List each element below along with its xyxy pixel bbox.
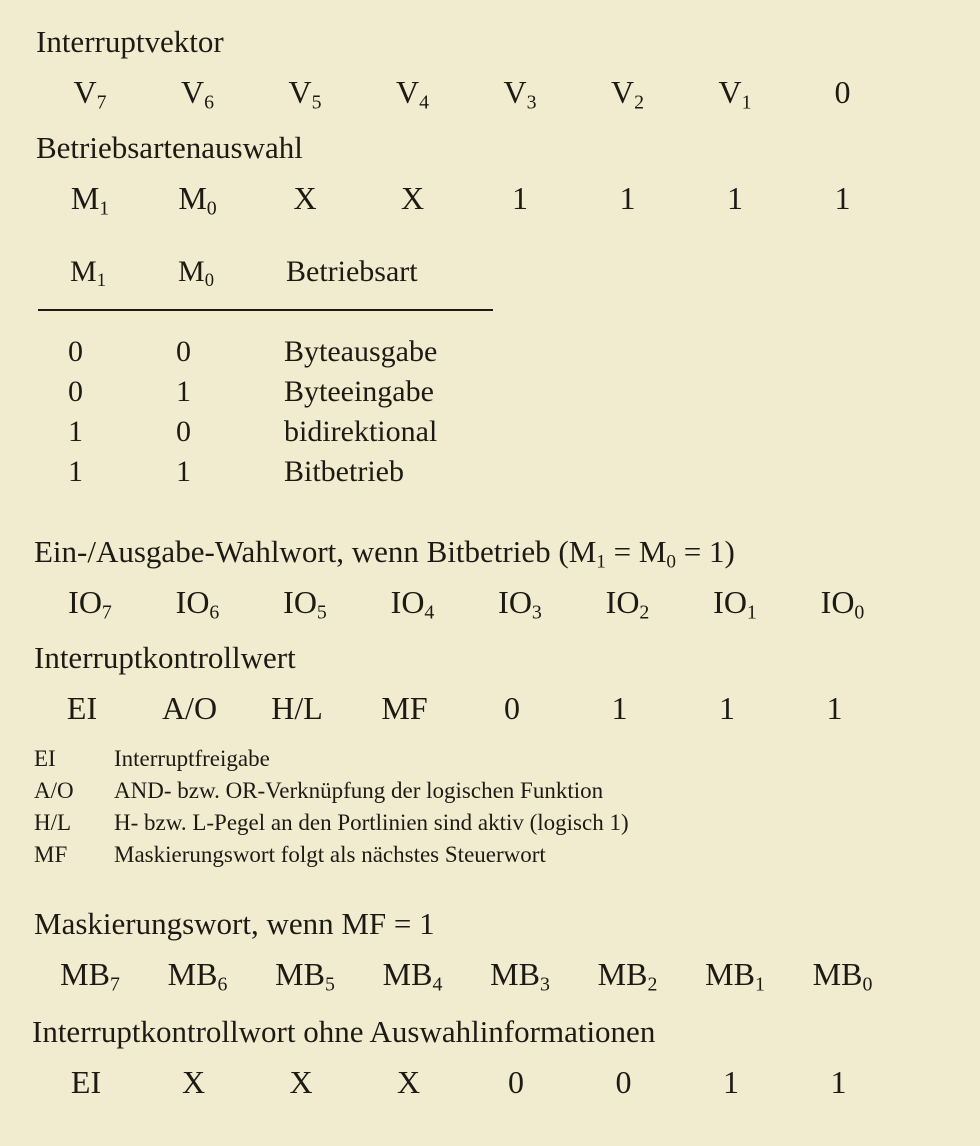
mode-table-header-m0: $M_0$: [178, 255, 214, 292]
table-row: [38, 455, 498, 495]
bit-cell: 1: [723, 1064, 739, 1100]
table-cell-m0: 1: [176, 455, 191, 488]
bit-cell: X: [289, 1064, 313, 1100]
table-cell-m0: 0: [176, 415, 191, 448]
bit-cell: $IO_5$: [283, 584, 327, 624]
mode-table-header-mode: Betriebsart: [286, 255, 418, 288]
bit-cell: $IO_0$: [820, 584, 865, 624]
mode-table: [38, 255, 498, 488]
bit-cell: $V_1$: [718, 74, 752, 114]
mode-table-header: [38, 255, 498, 313]
bit-cell: 0: [504, 690, 520, 726]
legend-text: H- bzw. L-Pegel an den Portlinien sind aktiv (logisch 1): [114, 810, 629, 835]
table-cell-mode: Bitbetrieb: [284, 455, 404, 488]
bit-cell: $M_1$: [70, 180, 110, 220]
bit-cell: $MB_1$: [705, 956, 765, 996]
bit-cell: MF: [381, 690, 428, 726]
table-cell-m1: 1: [68, 415, 83, 448]
mask-word-bits: [40, 956, 900, 996]
bit-cell: $V_4$: [395, 74, 430, 114]
bit-cell: $IO_4$: [390, 584, 435, 624]
mask-word-heading: Maskierungswort, wenn MF = 1: [34, 906, 435, 941]
bit-cell: EI: [70, 1064, 102, 1100]
bit-cell: X: [181, 1064, 206, 1100]
legend-key: H/L: [34, 810, 72, 835]
bit-cell: 0: [615, 1064, 632, 1100]
bit-cell: $MB_5$: [275, 956, 335, 996]
mode-table-rule: [38, 309, 493, 311]
bit-cell: X: [293, 180, 317, 216]
bit-cell: 1: [834, 180, 851, 216]
interrupt-vector-bits: [40, 74, 900, 114]
table-row: [38, 415, 498, 455]
bit-cell: 1: [719, 690, 735, 726]
bit-cell: $V_2$: [610, 74, 645, 114]
bit-cell: 0: [508, 1064, 524, 1100]
table-cell-mode: Byteausgabe: [284, 335, 438, 368]
bit-cell: 1: [512, 180, 528, 216]
bit-cell: 1: [727, 180, 743, 216]
mode-select-bits: [40, 180, 900, 220]
table-row: [38, 335, 498, 375]
bit-cell: $MB_2$: [597, 956, 658, 996]
table-cell-m0: 1: [176, 375, 191, 408]
io-select-heading: Ein-/Ausgabe-Wahlwort, wenn Bitbetrieb $(M_1 = M_0 = 1)$: [34, 534, 735, 573]
bit-cell: 1: [619, 180, 636, 216]
bit-cell: $V_6$: [180, 74, 215, 114]
legend-text: Maskierungswort folgt als nächstes Steuerwort: [114, 842, 546, 867]
legend-text: Interruptfreigabe: [114, 746, 270, 771]
mode-select-heading: Betriebsartenauswahl: [36, 130, 303, 165]
bit-cell: 1: [826, 690, 843, 726]
bit-cell: $MB_4$: [382, 956, 443, 996]
table-row: [38, 375, 498, 415]
mode-table-header-m1: $M_1$: [70, 255, 106, 292]
bit-cell: A/O: [161, 690, 218, 726]
bit-cell: 1: [611, 690, 628, 726]
bit-cell: $M_0$: [178, 180, 217, 220]
bit-cell: H/L: [271, 690, 323, 726]
bit-cell: $MB_3$: [490, 956, 550, 996]
bit-cell: X: [400, 180, 425, 216]
interrupt-control-bits: [32, 690, 892, 730]
bit-cell: $MB_7$: [60, 956, 120, 996]
bit-cell: $IO_3$: [498, 584, 542, 624]
bit-cell: $V_7$: [73, 74, 107, 114]
bit-cell: 1: [830, 1064, 847, 1100]
bit-cell: $V_3$: [503, 74, 537, 114]
table-cell-m1: 0: [68, 375, 83, 408]
legend-text: AND- bzw. OR-Verknüpfung der logischen Funktion: [114, 778, 604, 803]
bit-cell: $V_5$: [288, 74, 322, 114]
interrupt-control-noselect-bits: [36, 1064, 896, 1104]
bit-cell: $MB_0$: [812, 956, 873, 996]
legend-key: A/O: [34, 778, 74, 803]
bit-cell: $IO_2$: [605, 584, 650, 624]
bit-cell: EI: [66, 690, 98, 726]
table-cell-m1: 1: [68, 455, 83, 488]
table-cell-m0: 0: [176, 335, 191, 368]
bit-cell: $MB_6$: [167, 956, 228, 996]
bit-cell: $IO_1$: [713, 584, 757, 624]
table-cell-mode: bidirektional: [284, 415, 438, 448]
bit-cell: X: [396, 1064, 421, 1100]
interrupt-vector-heading: Interruptvektor: [36, 24, 224, 59]
legend-key: EI: [34, 746, 56, 771]
table-cell-m1: 0: [68, 335, 83, 368]
interrupt-control-heading: Interruptkontrollwert: [34, 640, 296, 675]
legend-key: MF: [34, 842, 68, 867]
bit-cell: $IO_7$: [68, 584, 112, 624]
bit-cell: 0: [834, 74, 851, 110]
interrupt-control-noselect-heading: Interruptkontrollwort ohne Auswahlinformationen: [32, 1014, 656, 1049]
mode-table-body: [38, 335, 498, 495]
io-select-bits: [40, 584, 900, 624]
table-cell-mode: Byteeingabe: [284, 375, 434, 408]
bit-cell: $IO_6$: [175, 584, 220, 624]
